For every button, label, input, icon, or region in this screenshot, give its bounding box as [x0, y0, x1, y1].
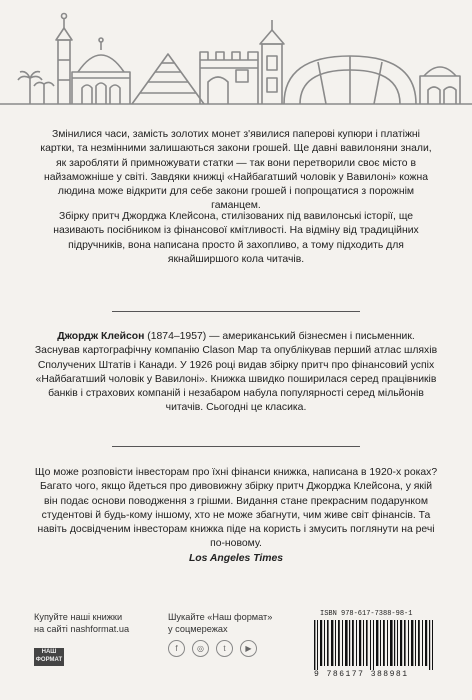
- social-icons: [168, 640, 257, 657]
- twitter-icon[interactable]: t: [216, 640, 233, 657]
- buy-line-2[interactable]: на сайті nashformat.ua: [34, 623, 130, 634]
- divider-top: [112, 311, 360, 312]
- buy-line-1: Купуйте наші книжки: [34, 612, 123, 622]
- skyline-illustration: [0, 0, 472, 112]
- isbn-label: ISBN 978-617-7388-98-1: [320, 610, 413, 618]
- intro-paragraph-1: Змінилися часи, замість золотих монет з'явилися паперові купюри і платіжні картки, та незмінними залишаються закони грошей. Ще давні вавилоняни знали, як заробляти й примножувати статки — так вони перетворили своє місто в найзаможніше у світі. Завдяки книжці «Найбагатший чоловік у Вавилоні» кожна людина може відкрити для себе закони грошей і попрощатися з порожнім гаманцем.: [40, 129, 432, 212]
- social-line-1: Шукайте «Наш формат»: [168, 612, 273, 622]
- review-source: Los Angeles Times: [188, 552, 284, 564]
- intro-paragraph-2: Збірку притч Джорджа Клейсона, стилізованих під вавилонські історії, ще називають посібником із фінансової кмітливості. На відміну від традиційних підручників, вона написана просто й захопливо, а тому підходить для якнайширшого кола читачів.: [53, 211, 419, 265]
- youtube-icon[interactable]: ▶: [240, 640, 257, 657]
- social-info: [168, 612, 272, 635]
- social-line-2: у соцмережах: [168, 623, 228, 634]
- review-quote: [34, 466, 438, 566]
- instagram-icon[interactable]: ◎: [192, 640, 209, 657]
- buy-info: [34, 612, 129, 635]
- author-bio-text: (1874–1957) — американський бізнесмен і письменник. Заснував картографічну компанію Clason Map та опублікував перший атлас шляхів Сполучених Штатів і Канади. У 1926 році видав збірку притч про фінансовий успіх «Найбагатший чоловік у Вавилоні». Книжка швидко поширилася серед працівників банків і страхових компаній і незабаром набула популярності серед мільйонів читачів. Сьогодні це класика.: [34, 331, 438, 414]
- author-bio: [34, 330, 438, 416]
- review-text: Що може розповісти інвесторам про їхні фінанси книжка, написана в 1920-х роках? Багато чого, якщо йдеться про дивовижну збірку притч Джорджа Клейсона, у якій він подає основи поводження з грішми. Видання стане прекрасним подарунком студентові й будь-кому іншому, хто не може збагнути, чим живе світ фінансів. Та навіть досвідченим інвесторам книжка піде на користь і змусить поглянути на речі по-новому.: [34, 467, 438, 550]
- barcode-digits: 9 786177 388981: [314, 670, 409, 679]
- divider-bottom: [112, 446, 360, 447]
- publisher-logo: НАШ ФОРМАТ: [34, 648, 64, 666]
- author-name: Джордж Клейсон: [57, 331, 145, 342]
- barcode: [312, 620, 442, 670]
- facebook-icon[interactable]: f: [168, 640, 185, 657]
